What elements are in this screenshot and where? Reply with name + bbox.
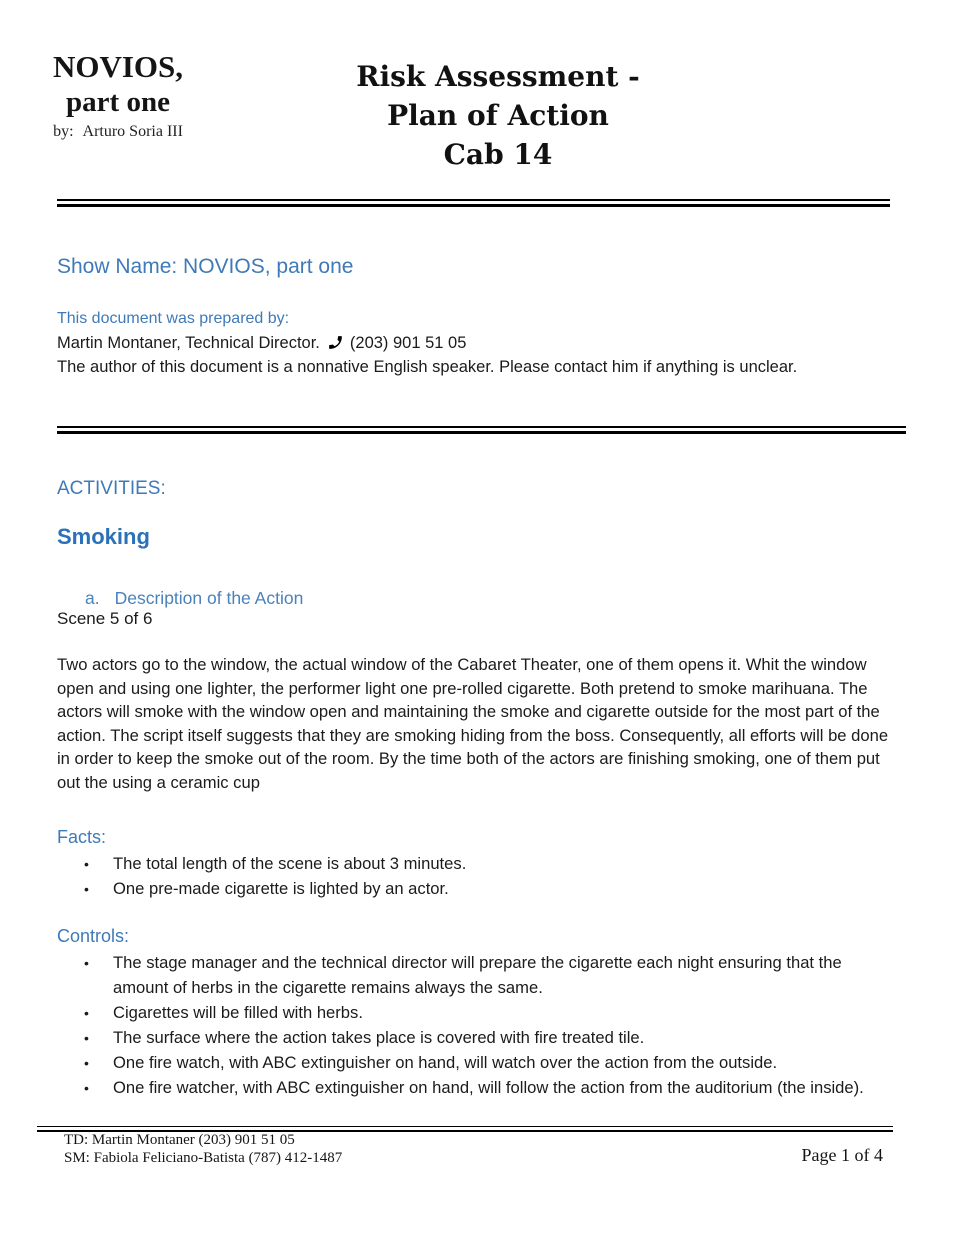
activity-title-smoking: Smoking [57, 524, 150, 549]
header-divider-rule [57, 199, 890, 207]
list-item-text: The stage manager and the technical director will prepare the cigarette each night ensuring that the amount of herbs in the cigarette remains always the same. [113, 953, 842, 997]
page-number: Page 1 of 4 [801, 1145, 883, 1165]
document-title-line1: Risk Assessment - [356, 60, 640, 93]
facts-list [57, 851, 898, 901]
list-item [57, 950, 898, 1000]
subsection-heading [85, 588, 303, 609]
show-name-heading: Show Name: NOVIOS, part one [57, 255, 354, 278]
prepared-by-label: This document was prepared by: [57, 310, 290, 327]
list-item [57, 1025, 898, 1050]
bullet-icon: • [84, 1080, 89, 1096]
contact-line [57, 334, 466, 353]
bullet-icon: • [84, 955, 89, 971]
list-item [57, 876, 898, 901]
show-title-line2: part one [66, 86, 170, 118]
language-note: The author of this document is a nonnative English speaker. Please contact him if anything is unclear. [57, 358, 798, 376]
phone-icon [327, 334, 344, 351]
list-item [57, 851, 898, 876]
list-item-text: Cigarettes will be filled with herbs. [113, 1003, 363, 1022]
show-title-block [38, 48, 198, 141]
scene-label: Scene 5 of 6 [57, 609, 153, 628]
subsection-letter: a. [85, 588, 100, 608]
by-label: by: [53, 123, 74, 140]
list-item-text: One pre-made cigarette is lighted by an actor. [113, 879, 449, 898]
contact-name-role: Martin Montaner, Technical Director. [57, 334, 320, 352]
byline [38, 123, 198, 141]
bullet-icon: • [84, 1030, 89, 1046]
footer-td-line: TD: Martin Montaner (203) 901 51 05 [64, 1132, 295, 1148]
document-title-line2: Plan of Action [387, 99, 609, 132]
bullet-icon: • [84, 1055, 89, 1071]
section-divider-rule [57, 426, 906, 434]
list-item [57, 1000, 898, 1025]
footer-contacts [64, 1132, 342, 1167]
controls-heading: Controls: [57, 926, 130, 946]
list-item-text: One fire watch, with ABC extinguisher on hand, will watch over the action from the outside. [113, 1053, 778, 1072]
bullet-icon: • [84, 856, 89, 872]
bullet-icon: • [84, 1005, 89, 1021]
list-item [57, 1075, 898, 1100]
document-title-line3: Cab 14 [443, 138, 553, 171]
list-item-text: The total length of the scene is about 3 minutes. [113, 854, 467, 873]
action-description: Two actors go to the window, the actual window of the Cabaret Theater, one of them opens it. Whit the window open and using one lighter, the performer light one pre-rolled cigarette. Both pretend to smoke marihuana. The actors will smoke with the window open and maintaining the smoke and cigarette outside for the most part of the action. The script itself suggests that they are smoking hiding from the boss. Consequently, all efforts will be done in order to keep the smoke out of the room. By the time both of the actors are finishing smoking, one of them put out the using a ceramic cup [57, 655, 889, 792]
list-item-text: One fire watcher, with ABC extinguisher on hand, will follow the action from the auditorium (the inside). [113, 1078, 864, 1097]
controls-list [57, 950, 898, 1100]
footer-sm-line: SM: Fabiola Feliciano-Batista (787) 412-1487 [64, 1149, 343, 1166]
document-title [318, 57, 678, 174]
list-item [57, 1050, 898, 1075]
subsection-title: Description of the Action [114, 588, 304, 608]
list-item-text: The surface where the action takes place is covered with fire treated tile. [113, 1028, 645, 1047]
contact-phone: (203) 901 51 05 [349, 334, 467, 352]
bullet-icon: • [84, 881, 89, 897]
author-name: Arturo Soria III [82, 123, 183, 140]
facts-heading: Facts: [57, 827, 107, 847]
activities-heading: ACTIVITIES: [57, 478, 166, 499]
show-title-line1: NOVIOS, [52, 49, 184, 84]
